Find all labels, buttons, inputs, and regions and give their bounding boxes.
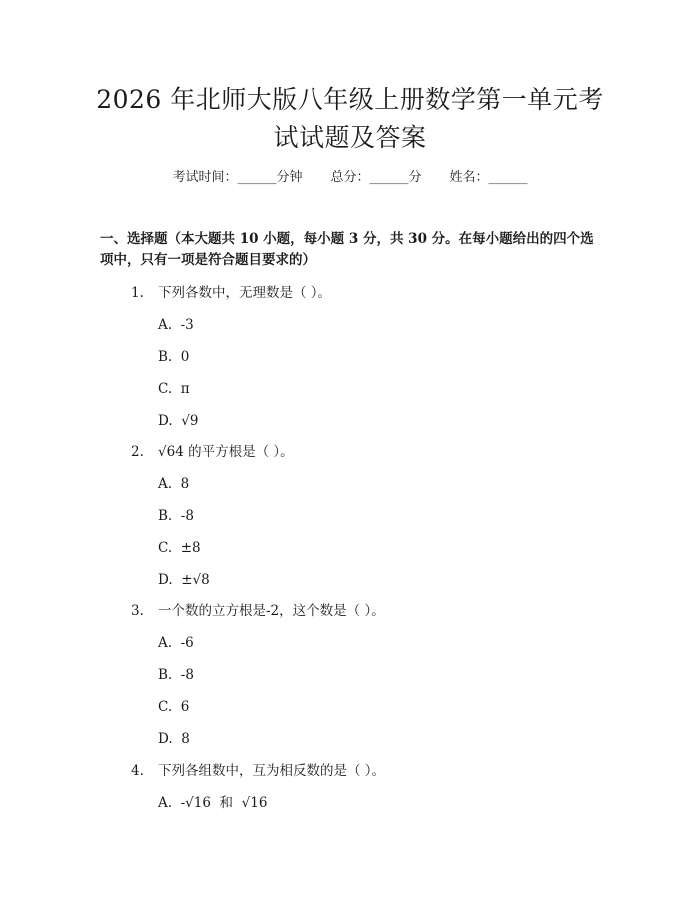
exam-info-row — [0, 168, 700, 188]
question-stem: 一个数的立方根是-2，这个数是（ ）。 — [158, 603, 385, 619]
question-stem: 下列各数中，无理数是（ ）。 — [158, 285, 332, 301]
question-1-option-d: D. √9 — [158, 413, 199, 429]
question-3-option-a: A. -6 — [158, 635, 194, 651]
question-2-option-a: A. 8 — [158, 476, 190, 492]
exam-time-field: 考试时间：______分钟 — [172, 170, 303, 185]
question-number: 2. — [131, 444, 144, 460]
question-3-option-c: C. 6 — [158, 699, 190, 715]
question-3-option-d: D. 8 — [158, 731, 190, 747]
question-3 — [131, 601, 385, 621]
question-1-option-a: A. -3 — [158, 317, 194, 333]
question-4 — [131, 761, 385, 781]
name-field: 姓名：______ — [449, 170, 528, 185]
question-number: 4. — [131, 763, 144, 779]
document-title-line-2: 试试题及答案 — [273, 123, 427, 152]
question-stem: 下列各组数中，互为相反数的是（ ）。 — [158, 763, 386, 779]
document-title-line-1: 2026 年北师大版八年级上册数学第一单元考 — [96, 85, 604, 114]
question-number: 3. — [131, 603, 144, 619]
question-number: 1. — [131, 285, 144, 301]
question-1 — [131, 283, 331, 303]
question-stem: √64 的平方根是（ ）。 — [158, 444, 294, 460]
question-2-option-d: D. ±√8 — [158, 572, 210, 588]
question-1-option-c: C. π — [158, 381, 190, 397]
question-2-option-b: B. -8 — [158, 508, 194, 524]
question-1-option-b: B. 0 — [158, 349, 190, 365]
total-score-field: 总分：______分 — [330, 170, 422, 185]
question-3-option-b: B. -8 — [158, 667, 194, 683]
question-4-option-a: A. -√16 和 √16 — [158, 795, 268, 811]
section-heading-choice: 一、选择题（本大题共 10 小题，每小题 3 分，共 30 分。在每小题给出的四个选项中，只有一项是符合题目要求的） — [100, 231, 594, 268]
question-2-option-c: C. ±8 — [158, 540, 201, 556]
question-2 — [131, 442, 294, 462]
